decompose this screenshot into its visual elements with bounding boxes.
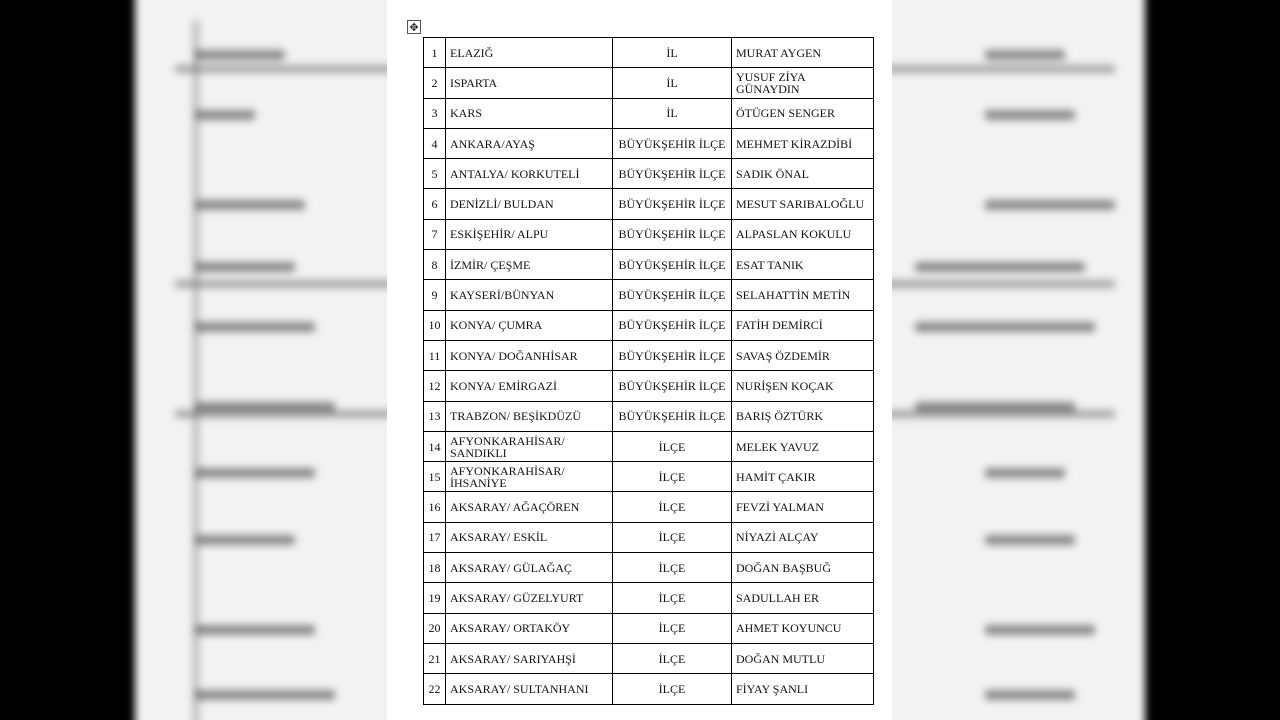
row-number: 5 [424, 159, 446, 189]
row-number: 2 [424, 68, 446, 98]
type-cell: BÜYÜKŞEHİR İLÇE [613, 401, 732, 431]
name-cell: SELAHATTİN METİN [732, 280, 874, 310]
row-number: 12 [424, 371, 446, 401]
type-cell: BÜYÜKŞEHİR İLÇE [613, 159, 732, 189]
name-cell: SADIK ÖNAL [732, 159, 874, 189]
type-cell: BÜYÜKŞEHİR İLÇE [613, 250, 732, 280]
place-cell: AKSARAY/ SARIYAHŞİ [446, 643, 613, 673]
row-number: 18 [424, 553, 446, 583]
name-cell: BARIŞ ÖZTÜRK [732, 401, 874, 431]
type-cell: İLÇE [613, 643, 732, 673]
place-cell: KONYA/ EMİRGAZİ [446, 371, 613, 401]
table-row [424, 431, 874, 461]
name-cell: FİYAY ŞANLI [732, 674, 874, 704]
row-number: 16 [424, 492, 446, 522]
place-cell: KONYA/ ÇUMRA [446, 310, 613, 340]
row-number: 4 [424, 128, 446, 158]
table-row [424, 219, 874, 249]
row-number: 6 [424, 189, 446, 219]
place-cell: İZMİR/ ÇEŞME [446, 250, 613, 280]
move-arrows-icon[interactable]: ✥ [407, 20, 421, 34]
row-number: 19 [424, 583, 446, 613]
row-number: 7 [424, 219, 446, 249]
name-cell: ÖTÜGEN SENGER [732, 98, 874, 128]
type-cell: İLÇE [613, 674, 732, 704]
type-cell: İLÇE [613, 613, 732, 643]
row-number: 14 [424, 431, 446, 461]
table-row [424, 643, 874, 673]
place-cell: TRABZON/ BEŞİKDÜZÜ [446, 401, 613, 431]
row-number: 11 [424, 340, 446, 370]
table-row [424, 613, 874, 643]
table-row [424, 462, 874, 492]
place-cell: DENİZLİ/ BULDAN [446, 189, 613, 219]
type-cell: BÜYÜKŞEHİR İLÇE [613, 371, 732, 401]
row-number: 1 [424, 38, 446, 68]
row-number: 3 [424, 98, 446, 128]
type-cell: İLÇE [613, 431, 732, 461]
table-row [424, 128, 874, 158]
name-cell: ALPASLAN KOKULU [732, 219, 874, 249]
candidate-table [423, 37, 874, 705]
name-cell: SAVAŞ ÖZDEMİR [732, 340, 874, 370]
place-cell: AKSARAY/ GÜZELYURT [446, 583, 613, 613]
place-cell: KONYA/ DOĞANHİSAR [446, 340, 613, 370]
type-cell: BÜYÜKŞEHİR İLÇE [613, 128, 732, 158]
type-cell: İLÇE [613, 553, 732, 583]
table-row [424, 98, 874, 128]
row-number: 15 [424, 462, 446, 492]
row-number: 17 [424, 522, 446, 552]
type-cell: İL [613, 38, 732, 68]
row-number: 10 [424, 310, 446, 340]
name-cell: ESAT TANIK [732, 250, 874, 280]
name-cell: SADULLAH ER [732, 583, 874, 613]
row-number: 9 [424, 280, 446, 310]
type-cell: İLÇE [613, 492, 732, 522]
name-cell: DOĞAN MUTLU [732, 643, 874, 673]
name-cell: HAMİT ÇAKIR [732, 462, 874, 492]
row-number: 13 [424, 401, 446, 431]
table-row [424, 189, 874, 219]
type-cell: BÜYÜKŞEHİR İLÇE [613, 189, 732, 219]
table-row [424, 68, 874, 98]
document-page [387, 0, 892, 720]
type-cell: BÜYÜKŞEHİR İLÇE [613, 219, 732, 249]
name-cell: NİYAZİ ALÇAY [732, 522, 874, 552]
place-cell: ELAZIĞ [446, 38, 613, 68]
name-cell: FEVZİ YALMAN [732, 492, 874, 522]
table-row [424, 340, 874, 370]
type-cell: İLÇE [613, 462, 732, 492]
place-cell: AFYONKARAHİSAR/ SANDIKLI [446, 431, 613, 461]
place-cell: AFYONKARAHİSAR/ İHSANİYE [446, 462, 613, 492]
table-row [424, 38, 874, 68]
name-cell: MELEK YAVUZ [732, 431, 874, 461]
name-cell: MEHMET KİRAZDİBİ [732, 128, 874, 158]
name-cell: YUSUF ZİYA GÜNAYDIN [732, 68, 874, 98]
place-cell: AKSARAY/ GÜLAĞAÇ [446, 553, 613, 583]
type-cell: İLÇE [613, 522, 732, 552]
name-cell: MURAT AYGEN [732, 38, 874, 68]
table-row [424, 674, 874, 704]
table-row [424, 310, 874, 340]
table-row [424, 159, 874, 189]
table-row [424, 492, 874, 522]
name-cell: DOĞAN BAŞBUĞ [732, 553, 874, 583]
name-cell: AHMET KOYUNCU [732, 613, 874, 643]
type-cell: İLÇE [613, 583, 732, 613]
type-cell: BÜYÜKŞEHİR İLÇE [613, 310, 732, 340]
row-number: 8 [424, 250, 446, 280]
table-row [424, 371, 874, 401]
place-cell: KARS [446, 98, 613, 128]
type-cell: BÜYÜKŞEHİR İLÇE [613, 280, 732, 310]
place-cell: ISPARTA [446, 68, 613, 98]
place-cell: ESKİŞEHİR/ ALPU [446, 219, 613, 249]
row-number: 22 [424, 674, 446, 704]
place-cell: AKSARAY/ AĞAÇÖREN [446, 492, 613, 522]
name-cell: MESUT SARIBALOĞLU [732, 189, 874, 219]
type-cell: İL [613, 98, 732, 128]
table-row [424, 522, 874, 552]
row-number: 20 [424, 613, 446, 643]
type-cell: BÜYÜKŞEHİR İLÇE [613, 340, 732, 370]
place-cell: ANTALYA/ KORKUTELİ [446, 159, 613, 189]
table-row [424, 583, 874, 613]
place-cell: AKSARAY/ ESKİL [446, 522, 613, 552]
name-cell: FATİH DEMİRCİ [732, 310, 874, 340]
table-row [424, 250, 874, 280]
place-cell: ANKARA/AYAŞ [446, 128, 613, 158]
place-cell: AKSARAY/ ORTAKÖY [446, 613, 613, 643]
table-row [424, 401, 874, 431]
place-cell: KAYSERİ/BÜNYAN [446, 280, 613, 310]
table-row [424, 280, 874, 310]
table-row [424, 553, 874, 583]
name-cell: NURİŞEN KOÇAK [732, 371, 874, 401]
place-cell: AKSARAY/ SULTANHANI [446, 674, 613, 704]
type-cell: İL [613, 68, 732, 98]
row-number: 21 [424, 643, 446, 673]
